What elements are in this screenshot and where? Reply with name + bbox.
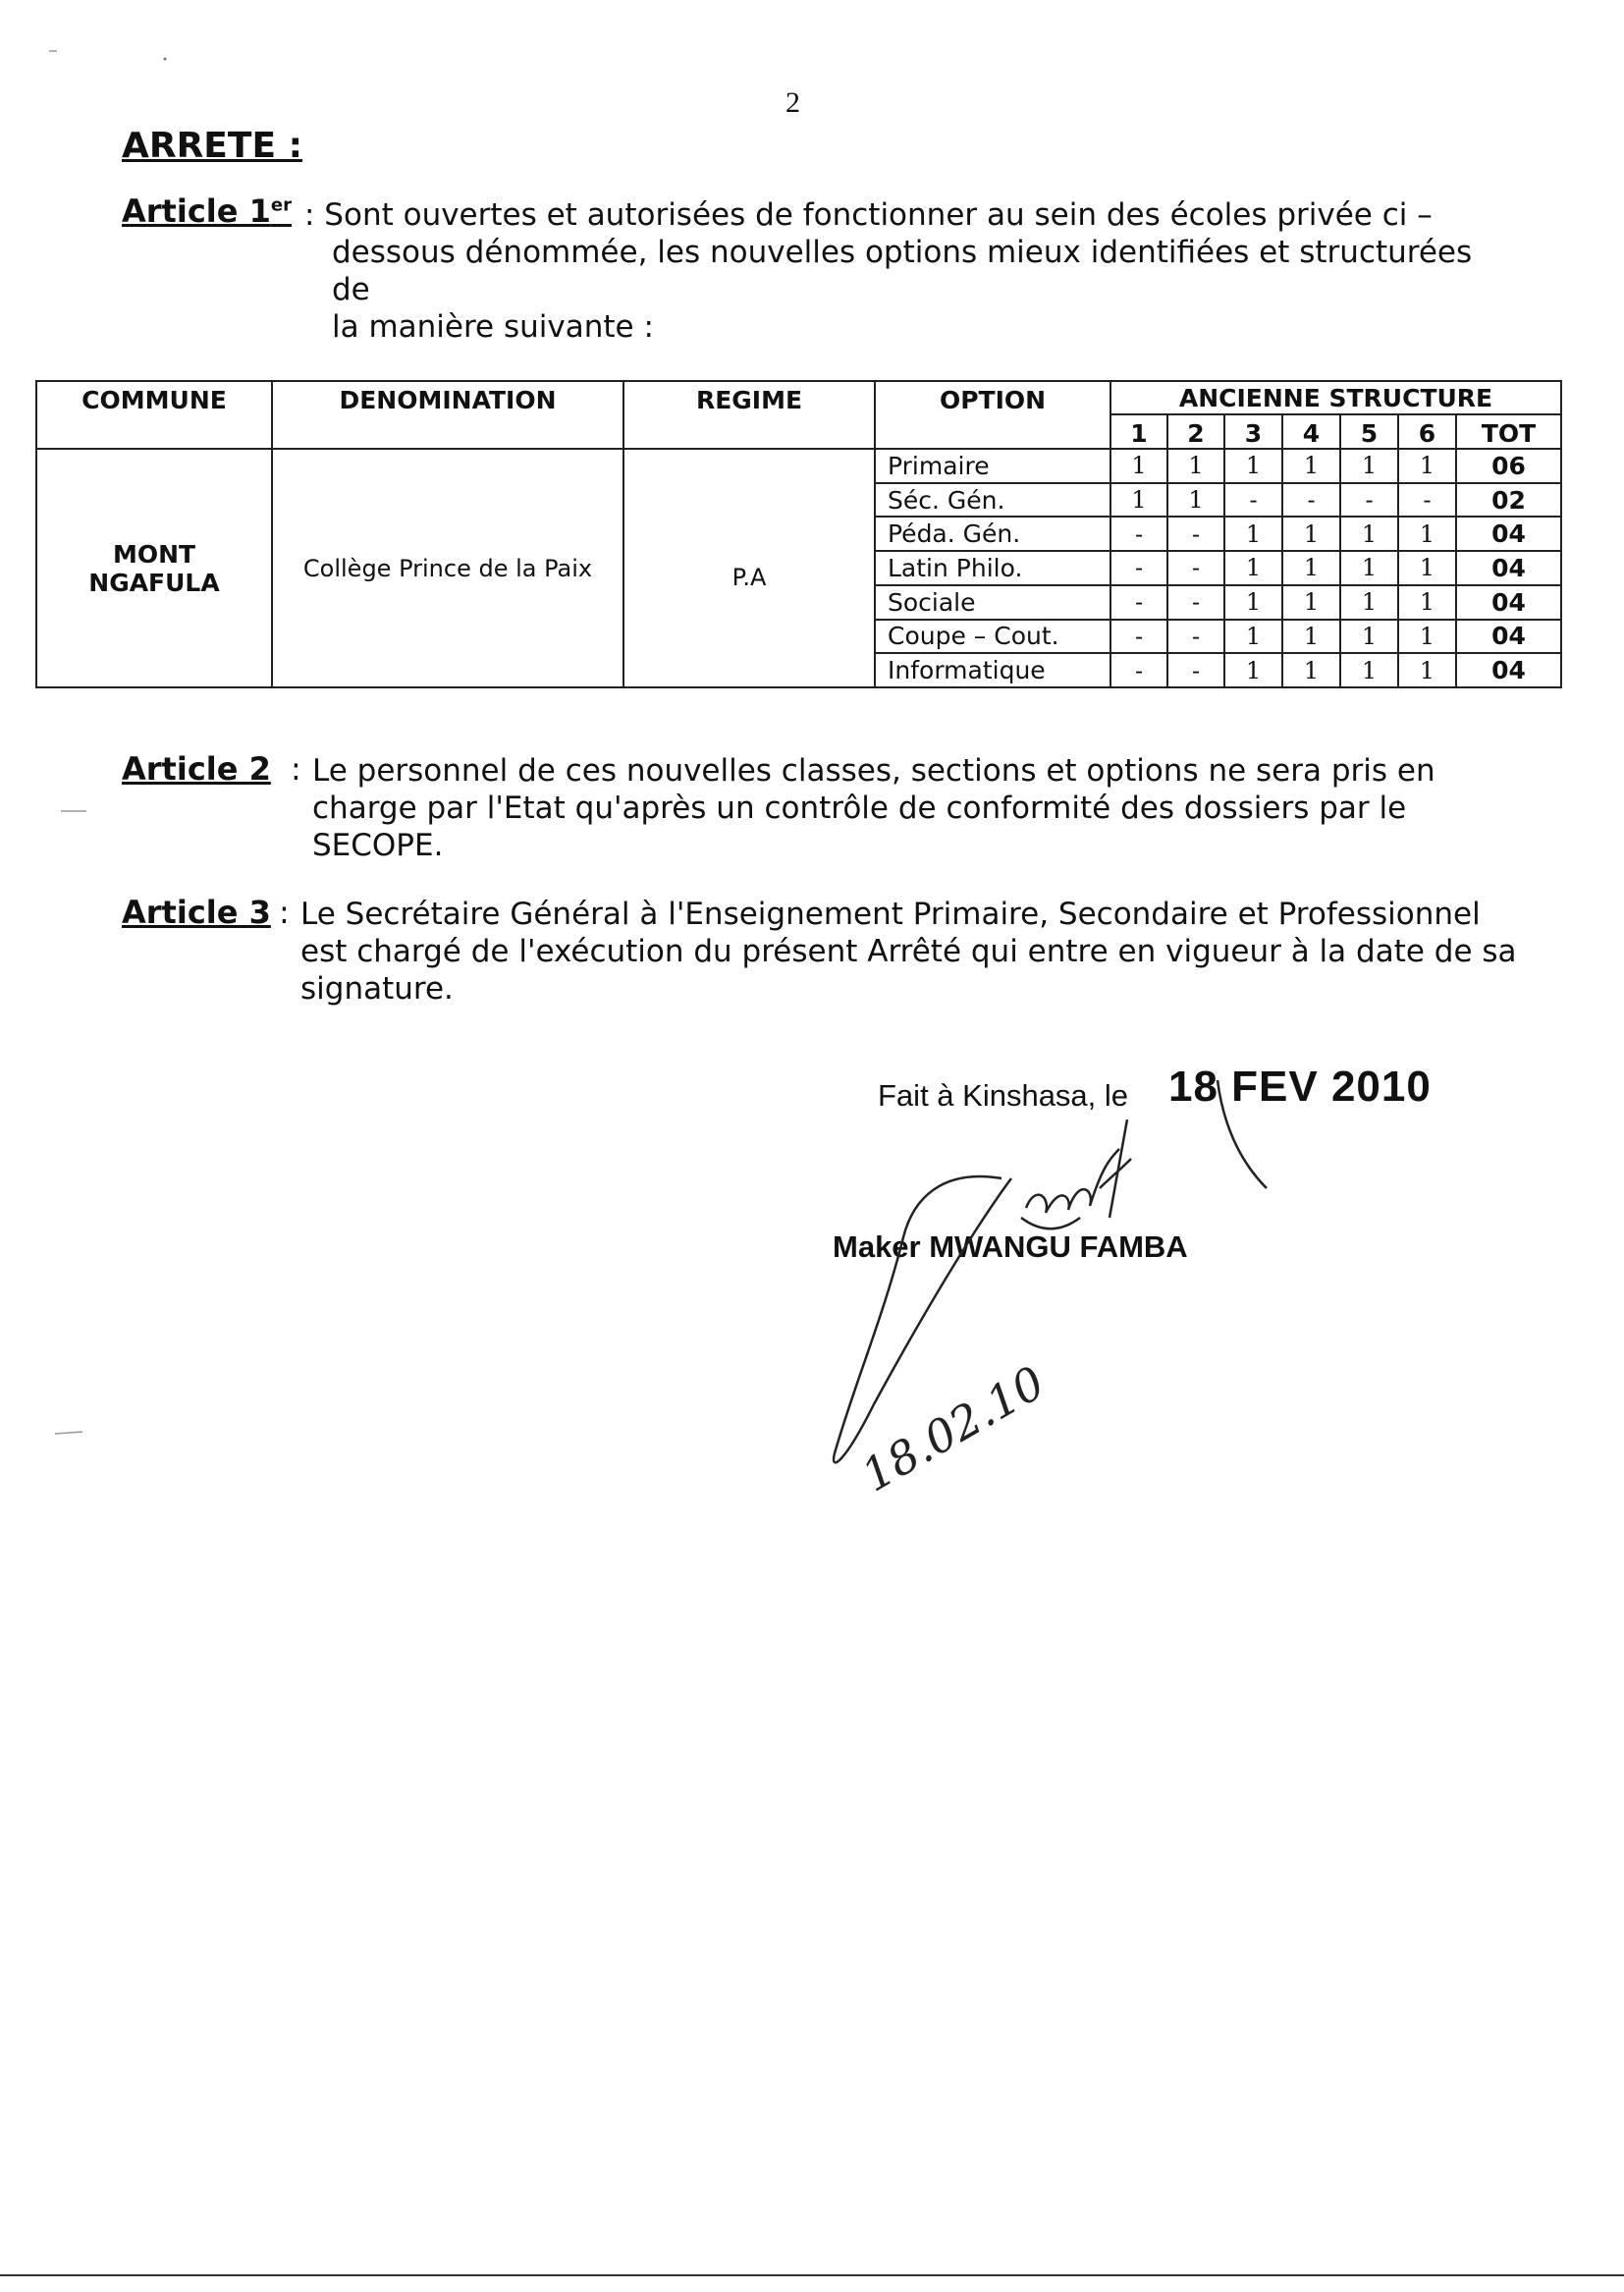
year-cell: - [1167, 585, 1224, 620]
year-cell: 1 [1282, 551, 1340, 585]
year-cell: - [1167, 620, 1224, 654]
year-cell: - [1340, 483, 1398, 518]
commune-line-2: NGAFULA [88, 568, 220, 597]
option-cell: Sociale [875, 585, 1110, 620]
article-2-label: Article 2 [122, 750, 271, 788]
year-cell: 1 [1224, 517, 1282, 551]
year-cell: 1 [1398, 551, 1456, 585]
article-2-colon: : [291, 750, 301, 788]
year-cell: 1 [1167, 449, 1224, 483]
header-regime: REGIME [623, 381, 875, 449]
article-3-line-3: signature. [300, 971, 454, 1007]
year-cell: 1 [1224, 449, 1282, 483]
year-cell: - [1282, 483, 1340, 518]
article-2-line-3: SECOPE. [312, 828, 444, 863]
heading-arrete: ARRETE : [122, 126, 302, 166]
signature-flourish [1021, 1218, 1080, 1228]
year-cell: 1 [1398, 585, 1456, 620]
tot-cell: 04 [1456, 517, 1561, 551]
header-year-4: 4 [1282, 414, 1340, 449]
header-option: OPTION [875, 381, 1110, 449]
option-cell: Latin Philo. [875, 551, 1110, 585]
stamp-slash [1218, 1080, 1267, 1188]
header-denomination: DENOMINATION [272, 381, 623, 449]
header-tot: TOT [1456, 414, 1561, 449]
year-cell: 1 [1398, 620, 1456, 654]
article-3-colon: : [279, 894, 290, 931]
scan-speck [164, 58, 167, 61]
year-cell: 1 [1282, 620, 1340, 654]
year-cell: 1 [1282, 449, 1340, 483]
year-cell: 1 [1340, 585, 1398, 620]
header-ancienne-structure: ANCIENNE STRUCTURE [1110, 381, 1561, 414]
year-cell: - [1167, 517, 1224, 551]
year-cell: 1 [1340, 517, 1398, 551]
regime-cell: P.A [623, 449, 875, 687]
article-1-text [304, 196, 1512, 346]
year-cell: 1 [1282, 653, 1340, 687]
option-cell: Primaire [875, 449, 1110, 483]
article-1-line-3: la manière suivante : [332, 309, 654, 345]
year-cell: 1 [1167, 483, 1224, 518]
signatory-name: Maker MWANGU FAMBA [833, 1229, 1188, 1264]
year-cell: - [1110, 517, 1167, 551]
tot-cell: 04 [1456, 551, 1561, 585]
year-cell: 1 [1224, 653, 1282, 687]
handwritten-signature [815, 1061, 1286, 1512]
article-1-label: Article 1er [122, 192, 292, 230]
year-cell: 1 [1110, 449, 1167, 483]
year-cell: - [1110, 551, 1167, 585]
header-year-5: 5 [1340, 414, 1398, 449]
header-year-6: 6 [1398, 414, 1456, 449]
option-cell: Péda. Gén. [875, 517, 1110, 551]
tot-cell: 02 [1456, 483, 1561, 518]
year-cell: - [1398, 483, 1456, 518]
scan-speck [55, 1432, 82, 1434]
year-cell: - [1110, 620, 1167, 654]
page-number: 2 [785, 86, 800, 119]
year-cell: - [1167, 653, 1224, 687]
tot-cell: 04 [1456, 620, 1561, 654]
year-cell: 1 [1340, 551, 1398, 585]
year-cell: - [1110, 653, 1167, 687]
year-cell: 1 [1224, 620, 1282, 654]
tot-cell: 06 [1456, 449, 1561, 483]
year-cell: 1 [1224, 585, 1282, 620]
signature-initials [1026, 1119, 1131, 1218]
structure-table [35, 380, 1562, 688]
year-cell: 1 [1110, 483, 1167, 518]
year-cell: 1 [1224, 551, 1282, 585]
article-1-sup: er [270, 194, 292, 216]
table-row [36, 449, 1561, 483]
article-1-line-2: dessous dénommée, les nouvelles options mieux identifiées et structurées de [332, 235, 1473, 307]
year-cell: 1 [1282, 517, 1340, 551]
year-cell: 1 [1340, 620, 1398, 654]
option-cell: Informatique [875, 653, 1110, 687]
article-2-text [312, 752, 1530, 864]
header-year-3: 3 [1224, 414, 1282, 449]
article-3-line-2: est chargé de l'exécution du présent Arrêté qui entre en vigueur à la date de sa [300, 934, 1517, 969]
year-cell: 1 [1398, 653, 1456, 687]
stamp-date: 18 FEV 2010 [1168, 1063, 1432, 1111]
tot-cell: 04 [1456, 585, 1561, 620]
option-cell: Coupe – Cout. [875, 620, 1110, 654]
article-1-line-1: : Sont ouvertes et autorisées de fonctionner au sein des écoles privée ci – [304, 197, 1433, 233]
year-cell: 1 [1340, 653, 1398, 687]
tot-cell: 04 [1456, 653, 1561, 687]
year-cell: 1 [1340, 449, 1398, 483]
article-2-line-1: Le personnel de ces nouvelles classes, sections et options ne sera pris en [312, 753, 1435, 789]
article-3-text [300, 896, 1538, 1008]
year-cell: - [1110, 585, 1167, 620]
header-year-1: 1 [1110, 414, 1167, 449]
article-3-label: Article 3 [122, 894, 271, 931]
commune-line-1: MONT [112, 539, 196, 569]
handwritten-date: 18.02.10 [852, 1355, 1054, 1502]
signature-place: Fait à Kinshasa, le [878, 1078, 1129, 1113]
year-cell: - [1224, 483, 1282, 518]
year-cell: 1 [1398, 449, 1456, 483]
article-2-line-2: charge par l'Etat qu'après un contrôle de conformité des dossiers par le [312, 791, 1407, 826]
article-3-line-1: Le Secrétaire Général à l'Enseignement Primaire, Secondaire et Professionnel [300, 897, 1481, 932]
year-cell: 1 [1398, 517, 1456, 551]
page-bottom-rule [0, 2274, 1624, 2276]
header-commune: COMMUNE [36, 381, 272, 449]
year-cell: - [1167, 551, 1224, 585]
denomination-cell: Collège Prince de la Paix [272, 449, 623, 687]
option-cell: Séc. Gén. [875, 483, 1110, 518]
year-cell: 1 [1282, 585, 1340, 620]
header-year-2: 2 [1167, 414, 1224, 449]
scan-specks [0, 0, 196, 1473]
